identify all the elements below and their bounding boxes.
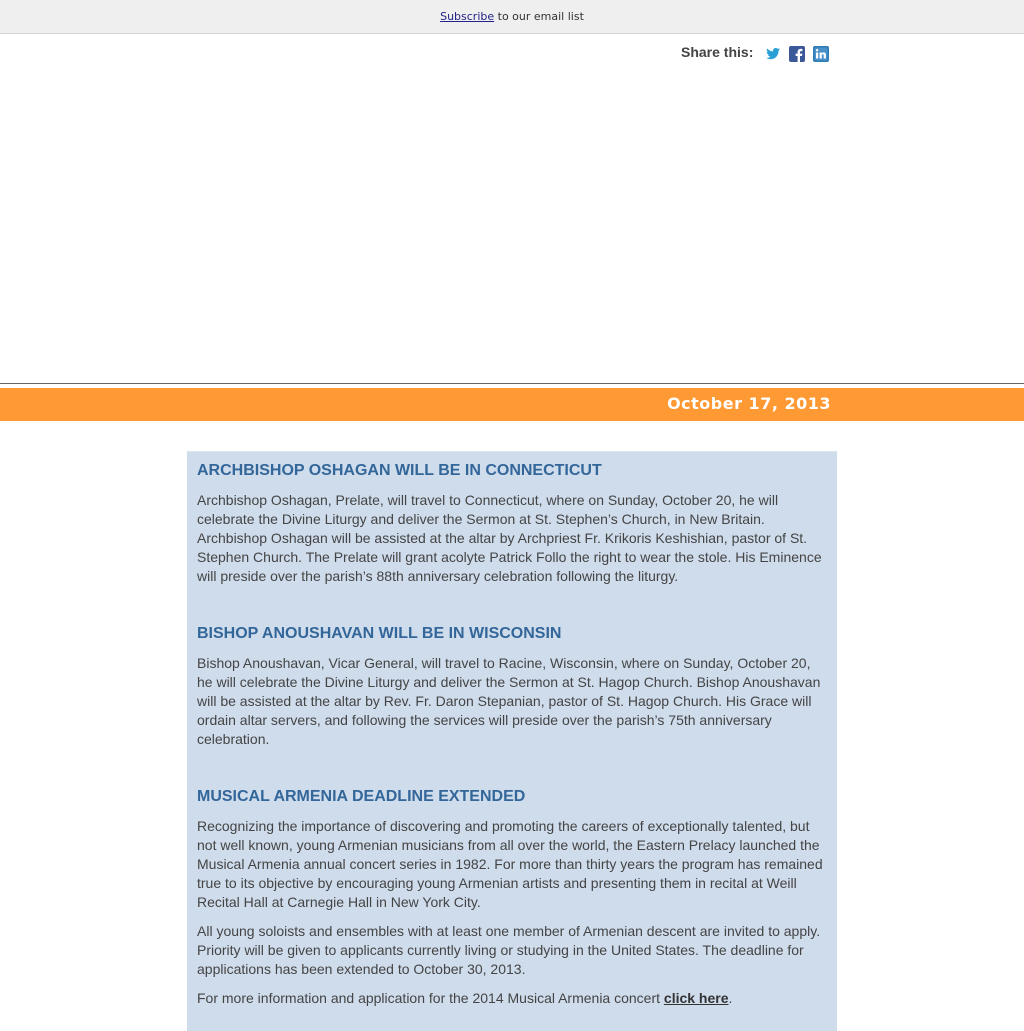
article <box>197 787 827 1008</box>
click-here-link[interactable]: click here <box>663 990 729 1006</box>
subscribe-link[interactable]: Subscribe <box>440 10 495 23</box>
issue-date: October 17, 2013 <box>667 394 831 413</box>
more-info-end: . <box>728 990 733 1006</box>
article-paragraph: Archbishop Oshagan, Prelate, will travel to Connecticut, where on Sunday, October 20, he will celebrate the Divine Liturgy and deliver the Sermon at St. Stephen’s Church, in New Britain. Archbishop Oshagan will be assisted at the altar by Archpriest Fr. Krikoris Keshishian, pastor of St. Stephen Church. The Prelate will grant acolyte Patrick Follo the right to wear the stole. His Eminence will preside over the parish’s 88th anniversary celebration following the liturgy. <box>197 492 822 584</box>
twitter-icon[interactable] <box>765 46 781 62</box>
share-bar <box>681 43 837 65</box>
date-band <box>0 388 1024 421</box>
linkedin-icon[interactable] <box>813 46 829 62</box>
article-title: MUSICAL ARMENIA DEADLINE EXTENDED <box>197 788 526 805</box>
article-paragraph: All young soloists and ensembles with at least one member of Armenian descent are invited to apply. Priority will be given to applicants currently living or studying in the United States. The deadline for applications has been extended to October 30, 2013. <box>197 923 821 977</box>
article-title: ARCHBISHOP OSHAGAN WILL BE IN CONNECTICUT <box>197 462 602 479</box>
article <box>197 624 827 749</box>
divider-line <box>0 383 1024 384</box>
more-info-text: For more information and application for the 2014 Musical Armenia concert <box>197 990 664 1006</box>
article-paragraph: Bishop Anoushavan, Vicar General, will travel to Racine, Wisconsin, where on Sunday, October 20, he will celebrate the Divine Liturgy and deliver the Sermon at St. Hagop Church. Bishop Anoushavan will be assisted at the altar by Rev. Fr. Daron Stepanian, pastor of St. Hagop Church. His Grace will ordain altar servers, and following the services will preside over the parish’s 75th anniversary celebration. <box>197 655 821 747</box>
article-paragraph: Recognizing the importance of discovering and promoting the careers of exceptionally talented, but not well known, young Armenian musicians from all over the world, the Eastern Prelacy launched the Musical Armenia annual concert series in 1982. For more than thirty years the program has remained true to its objective by encouraging young Armenian artists and presenting them in recital at Weill Recital Hall at Carnegie Hall in New York City. <box>197 818 823 910</box>
newsletter-content <box>187 451 837 1031</box>
subscribe-suffix: to our email list <box>494 10 584 23</box>
subscribe-bar <box>0 0 1024 34</box>
facebook-icon[interactable] <box>789 46 805 62</box>
article-title: BISHOP ANOUSHAVAN WILL BE IN WISCONSIN <box>197 625 562 642</box>
share-label: Share this: <box>681 44 754 60</box>
article <box>197 461 827 586</box>
more-info-paragraph <box>197 989 827 1008</box>
